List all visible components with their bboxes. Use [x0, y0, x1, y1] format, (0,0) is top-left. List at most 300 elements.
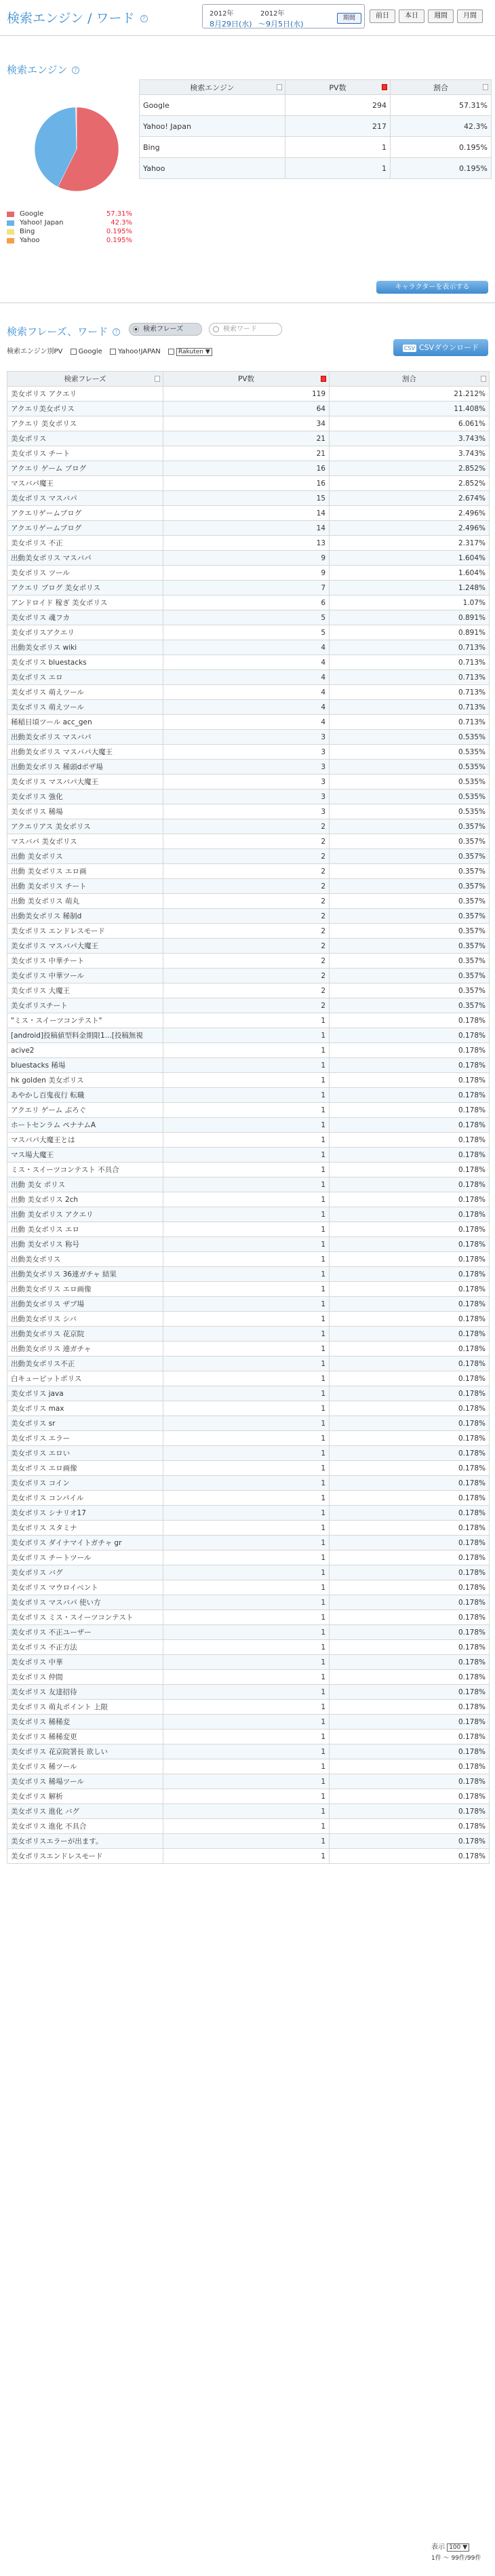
keyword-pv: 2 [163, 954, 330, 969]
keyword-table-body [7, 387, 490, 1864]
table-row [7, 1640, 490, 1655]
table-row [7, 1192, 490, 1207]
keyword-pct: 2.852% [330, 476, 490, 491]
keyword-pv: 14 [163, 521, 330, 536]
legend-swatch [7, 238, 14, 243]
keyword-pv: 1 [163, 1267, 330, 1282]
keyword-pv: 2 [163, 834, 330, 849]
keyword-phrase: 美女ポリス 稀稀変 [7, 1715, 163, 1730]
keyword-phrase: 出動美女ポリス エロ画像 [7, 1282, 163, 1297]
help-icon[interactable]: ? [113, 328, 120, 336]
keyword-pv: 1 [163, 1431, 330, 1446]
table-row [7, 864, 490, 879]
keyword-pct: 0.178% [330, 1849, 490, 1864]
table-row [7, 491, 490, 506]
table-row [7, 715, 490, 730]
keyword-phrase: 美女ポリス 中華 [7, 1655, 163, 1670]
keyword-phrase: 美女ポリスチート [7, 998, 163, 1013]
keyword-phrase: 美女ポリス 萌丸ポイント 上限 [7, 1700, 163, 1715]
keyword-pct: 1.248% [330, 581, 490, 596]
keyword-pct: 0.178% [330, 1386, 490, 1401]
table-row [7, 1521, 490, 1536]
table-row [7, 431, 490, 446]
keyword-pct: 0.178% [330, 1640, 490, 1655]
keyword-pct: 0.357% [330, 864, 490, 879]
tab-search-word[interactable]: 検索ワード [209, 323, 282, 336]
table-row [7, 1222, 490, 1237]
keyword-pct: 0.178% [330, 1804, 490, 1819]
keyword-pct: 0.713% [330, 670, 490, 685]
keyword-pct: 0.178% [330, 1163, 490, 1177]
keyword-pct: 0.178% [330, 1357, 490, 1371]
keyword-phrase: 美女ポリス 稀稀変更 [7, 1730, 163, 1744]
table-row [7, 1327, 490, 1342]
keyword-phrase: 美女ポリス エロい [7, 1446, 163, 1461]
keyword-pv: 16 [163, 461, 330, 476]
keyword-pv: 1 [163, 1655, 330, 1670]
keyword-table [7, 371, 490, 1864]
keyword-pv: 1 [163, 1118, 330, 1133]
date-range-picker[interactable] [202, 4, 365, 28]
keyword-pv: 1 [163, 1834, 330, 1849]
keyword-phrase: 美女ポリス sr [7, 1416, 163, 1431]
engine-pv: 217 [285, 116, 391, 137]
keyword-pv: 1 [163, 1565, 330, 1580]
keyword-phrase: 美女ポリス エラー [7, 1431, 163, 1446]
keyword-phrase: 美女ポリス ツール [7, 566, 163, 581]
keyword-pv: 1 [163, 1744, 330, 1759]
legend-swatch [7, 220, 14, 226]
keyword-pct: 0.178% [330, 1610, 490, 1625]
keyword-phrase: 美女ポリス エロ [7, 670, 163, 685]
keyword-pct: 0.178% [330, 1580, 490, 1595]
keyword-phrase: 美女ポリス [7, 431, 163, 446]
keyword-phrase: 美女ポリス max [7, 1401, 163, 1416]
table-header-row [140, 80, 492, 95]
keyword-pct: 0.178% [330, 1730, 490, 1744]
show-character-button[interactable]: キャラクターを表示する [376, 281, 488, 294]
table-row [7, 1580, 490, 1595]
period-button-prev-day[interactable]: 前日 [370, 9, 395, 23]
table-row [7, 969, 490, 983]
table-row [7, 849, 490, 864]
legend-item: Google 57.31% [7, 210, 132, 219]
keyword-pct: 0.178% [330, 1267, 490, 1282]
keyword-phrase: アクエリ美女ポリス [7, 402, 163, 416]
table-row [7, 1371, 490, 1386]
keyword-pct: 0.357% [330, 924, 490, 939]
table-row [7, 804, 490, 819]
keyword-pct: 0.178% [330, 1073, 490, 1088]
sort-icon[interactable] [155, 376, 160, 382]
table-row [7, 834, 490, 849]
tab-search-phrase[interactable]: 検索フレーズ [129, 323, 202, 336]
keyword-pct: 0.178% [330, 1759, 490, 1774]
engine-pct: 0.195% [391, 158, 492, 179]
help-icon[interactable]: ? [140, 15, 148, 22]
keyword-pct: 0.178% [330, 1431, 490, 1446]
keyword-pv: 13 [163, 536, 330, 551]
table-row [7, 596, 490, 610]
keyword-pv: 5 [163, 610, 330, 625]
table-row [7, 1789, 490, 1804]
table-row [7, 1655, 490, 1670]
column-header[interactable]: 検索フレーズ [7, 372, 163, 387]
keyword-phrase: マス場大魔王 [7, 1148, 163, 1163]
keyword-pct: 0.178% [330, 1670, 490, 1685]
keyword-pct: 1.07% [330, 596, 490, 610]
keyword-pct: 0.357% [330, 969, 490, 983]
period-button-today[interactable]: 本日 [399, 9, 424, 23]
column-header[interactable]: PV数 [163, 372, 330, 387]
keyword-pct: 0.357% [330, 849, 490, 864]
table-row [7, 1073, 490, 1088]
keyword-pct: 0.178% [330, 1192, 490, 1207]
divider [0, 35, 495, 36]
keyword-pct: 0.713% [330, 640, 490, 655]
keyword-pv: 1 [163, 1580, 330, 1595]
keyword-pv: 4 [163, 670, 330, 685]
keyword-pct: 0.178% [330, 1565, 490, 1580]
table-row [7, 745, 490, 760]
table-row [7, 1670, 490, 1685]
keyword-phrase: 美女ポリス バグ [7, 1565, 163, 1580]
radio-icon [133, 326, 139, 332]
keyword-pv: 5 [163, 625, 330, 640]
table-row [7, 998, 490, 1013]
keyword-pct: 0.535% [330, 789, 490, 804]
keyword-pv: 1 [163, 1028, 330, 1043]
table-row [7, 1730, 490, 1744]
page-title: 検索エンジン / ワード ? [7, 8, 148, 26]
keyword-phrase: "ミス・スイーツコンテスト" [7, 1013, 163, 1028]
keyword-pv: 1 [163, 1163, 330, 1177]
keyword-pct: 0.178% [330, 1252, 490, 1267]
table-row [7, 894, 490, 909]
keyword-pv: 4 [163, 685, 330, 700]
keyword-pv: 3 [163, 804, 330, 819]
legend-item: Bing 0.195% [7, 228, 132, 237]
keyword-pv: 1 [163, 1804, 330, 1819]
keyword-phrase: 出動美女ポリス シバ [7, 1312, 163, 1327]
keyword-phrase: 美女ポリスアクエリ [7, 625, 163, 640]
table-row [7, 461, 490, 476]
keyword-pv: 1 [163, 1685, 330, 1700]
keyword-pct: 0.178% [330, 1103, 490, 1118]
keyword-phrase: 美女ポリス コイン [7, 1476, 163, 1491]
table-row [7, 1282, 490, 1297]
keyword-pv: 119 [163, 387, 330, 402]
keyword-phrase: 出動美女ポリス wiki [7, 640, 163, 655]
keyword-phrase: 美女ポリス マスバパ 使い方 [7, 1595, 163, 1610]
keyword-pct: 0.178% [330, 1536, 490, 1550]
keyword-pv: 1 [163, 1148, 330, 1163]
date-to-year: 2012年 [260, 10, 285, 18]
keyword-pct: 1.604% [330, 566, 490, 581]
table-row [7, 655, 490, 670]
table-row [7, 1028, 490, 1043]
keyword-pv: 1 [163, 1192, 330, 1207]
keyword-pv: 3 [163, 745, 330, 760]
date-to: 〜9月5日(水) [258, 20, 304, 28]
keyword-phrase: 出動 美女ポリス [7, 849, 163, 864]
keyword-pv: 1 [163, 1506, 330, 1521]
keyword-pv: 2 [163, 819, 330, 834]
engine-table [139, 79, 492, 179]
pagination-range: 1件 〜 99件/99件 [431, 2555, 481, 2562]
keyword-phrase: 出動美女ポリス マスバパ [7, 730, 163, 745]
keyword-pct: 0.178% [330, 1312, 490, 1327]
keyword-pv: 1 [163, 1819, 330, 1834]
keyword-pct: 0.178% [330, 1401, 490, 1416]
column-header[interactable]: 割合 [391, 80, 492, 95]
keyword-pv: 3 [163, 789, 330, 804]
keyword-pv: 9 [163, 551, 330, 566]
table-row [7, 1565, 490, 1580]
keyword-phrase: 出動美女ポリス マスバパ大魔王 [7, 745, 163, 760]
keyword-pct: 0.357% [330, 834, 490, 849]
table-row [140, 158, 492, 179]
keyword-phrase: 美女ポリス java [7, 1386, 163, 1401]
keyword-pct: 0.178% [330, 1148, 490, 1163]
keyword-phrase: 出動 美女ポリス エロ [7, 1222, 163, 1237]
keyword-phrase: 出動 美女 ポリス [7, 1177, 163, 1192]
column-header[interactable]: 割合 [330, 372, 490, 387]
keyword-pct: 0.357% [330, 954, 490, 969]
keyword-pct: 0.891% [330, 610, 490, 625]
table-row [7, 670, 490, 685]
sort-icon[interactable] [321, 376, 326, 382]
table-row [7, 1163, 490, 1177]
keyword-pct: 0.178% [330, 1461, 490, 1476]
table-row [7, 1416, 490, 1431]
keyword-pv: 1 [163, 1327, 330, 1342]
keyword-pv: 21 [163, 446, 330, 461]
table-row [7, 446, 490, 461]
keyword-phrase: 出動 美女ポリス アクエリ [7, 1207, 163, 1222]
keyword-pv: 1 [163, 1312, 330, 1327]
engine-name: Yahoo! Japan [140, 116, 285, 137]
period-button-month[interactable]: 月間 [457, 9, 483, 23]
table-row [7, 1133, 490, 1148]
keyword-pct: 0.178% [330, 1700, 490, 1715]
keyword-pct: 0.357% [330, 894, 490, 909]
keyword-phrase: 美女ポリス 強化 [7, 789, 163, 804]
pie-legend [7, 210, 132, 246]
table-row [7, 700, 490, 715]
keyword-pct: 0.178% [330, 1013, 490, 1028]
keyword-pct: 6.061% [330, 416, 490, 431]
table-row [7, 476, 490, 491]
keyword-phrase: 出動美女ポリス 36連ガチャ 結果 [7, 1267, 163, 1282]
engine-section-title: 検索エンジン ? [7, 62, 79, 77]
table-row [7, 1342, 490, 1357]
keyword-pv: 6 [163, 596, 330, 610]
keyword-pv: 1 [163, 1237, 330, 1252]
checkbox-icon[interactable] [110, 349, 116, 355]
keyword-pct: 0.535% [330, 804, 490, 819]
keyword-pv: 1 [163, 1058, 330, 1073]
keyword-pct: 0.535% [330, 775, 490, 789]
table-header-row [7, 372, 490, 387]
csv-icon: CSV [403, 345, 415, 351]
table-row [140, 116, 492, 137]
keyword-phrase: ホートセンラム ペナナムA [7, 1118, 163, 1133]
table-row [7, 1550, 490, 1565]
keyword-pv: 1 [163, 1491, 330, 1506]
date-from: 8月29日(水) [210, 20, 252, 28]
keyword-phrase: hk golden 美女ポリス [7, 1073, 163, 1088]
keyword-pct: 0.535% [330, 760, 490, 775]
table-row [7, 1819, 490, 1834]
keyword-pct: 0.713% [330, 685, 490, 700]
column-header[interactable]: PV数 [285, 80, 391, 95]
keyword-phrase: 美女ポリス チート [7, 446, 163, 461]
keyword-pv: 1 [163, 1730, 330, 1744]
keyword-phrase: 美女ポリス bluestacks [7, 655, 163, 670]
keyword-pct: 0.357% [330, 939, 490, 954]
engine-select[interactable]: Rakuten ▼ [176, 348, 212, 356]
checkbox-icon[interactable] [168, 349, 174, 355]
column-header[interactable]: 検索エンジン [140, 80, 285, 95]
keyword-phrase: マスバパ 美女ポリス [7, 834, 163, 849]
sort-icon[interactable] [382, 84, 387, 90]
keyword-phrase: 出動 美女ポリス チート [7, 879, 163, 894]
per-page-select[interactable]: 100 ▼ [447, 2543, 469, 2552]
keyword-pct: 3.743% [330, 446, 490, 461]
table-row [7, 1252, 490, 1267]
keyword-phrase: アクエリゲームブログ [7, 506, 163, 521]
keyword-phrase: アクエリ 美女ポリス [7, 416, 163, 431]
keyword-pct: 0.178% [330, 1774, 490, 1789]
keyword-pv: 34 [163, 416, 330, 431]
keyword-pv: 1 [163, 1371, 330, 1386]
legend-item: Yahoo! Japan 42.3% [7, 219, 132, 228]
keyword-pct: 0.178% [330, 1282, 490, 1297]
keyword-phrase: アンドロイド 稼ぎ 美女ポリス [7, 596, 163, 610]
keyword-phrase: 出動美女ポリス マスバパ [7, 551, 163, 566]
keyword-section-title: 検索フレーズ、ワード ? [7, 324, 120, 338]
help-icon[interactable]: ? [72, 66, 79, 74]
keyword-phrase: 美女ポリス マスバパ大魔王 [7, 775, 163, 789]
keyword-pv: 2 [163, 969, 330, 983]
table-row [7, 625, 490, 640]
keyword-pct: 0.178% [330, 1043, 490, 1058]
keyword-phrase: アクエリアス 美女ポリス [7, 819, 163, 834]
keyword-phrase: ミス・スイーツコンテスト 不具合 [7, 1163, 163, 1177]
table-row [7, 879, 490, 894]
keyword-pv: 14 [163, 506, 330, 521]
keyword-phrase: 出動美女ポリス [7, 1252, 163, 1267]
keyword-pct: 0.178% [330, 1819, 490, 1834]
per-page-control: 表示 100 ▼ [431, 2541, 469, 2552]
keyword-pct: 0.178% [330, 1177, 490, 1192]
keyword-phrase: 出動美女ポリス 連ガチャ [7, 1342, 163, 1357]
keyword-pv: 3 [163, 775, 330, 789]
keyword-pv: 1 [163, 1774, 330, 1789]
keyword-phrase: 美女ポリス 稀場ツール [7, 1774, 163, 1789]
calendar-button[interactable]: 期間 [337, 13, 361, 24]
filter-google[interactable]: Google [71, 348, 102, 355]
keyword-pv: 4 [163, 715, 330, 730]
table-row [7, 1177, 490, 1192]
keyword-pct: 2.496% [330, 506, 490, 521]
table-row [7, 402, 490, 416]
keyword-pv: 1 [163, 1640, 330, 1655]
keyword-pct: 0.178% [330, 1416, 490, 1431]
keyword-phrase: 美女ポリス マスバパ大魔王 [7, 939, 163, 954]
keyword-pct: 11.408% [330, 402, 490, 416]
keyword-phrase: 出動美女ポリス 稀制d [7, 909, 163, 924]
period-button-week[interactable]: 週間 [428, 9, 454, 23]
keyword-pct: 0.178% [330, 1715, 490, 1730]
keyword-pv: 1 [163, 1789, 330, 1804]
keyword-phrase: 美女ポリス 進化 バグ [7, 1804, 163, 1819]
filter-yahoo-japan[interactable]: Yahoo!JAPAN [110, 348, 161, 355]
table-row [7, 1804, 490, 1819]
keyword-pct: 0.178% [330, 1595, 490, 1610]
table-row [7, 1700, 490, 1715]
table-row [7, 1118, 490, 1133]
table-row [7, 1357, 490, 1371]
keyword-pv: 2 [163, 894, 330, 909]
sort-icon[interactable] [483, 84, 488, 90]
keyword-pv: 2 [163, 924, 330, 939]
keyword-phrase: 美女ポリス 稀場 [7, 804, 163, 819]
table-row [7, 1446, 490, 1461]
table-row [7, 789, 490, 804]
keyword-phrase: 出動美女ポリス 稀頭dポザ場 [7, 760, 163, 775]
keyword-pct: 0.713% [330, 715, 490, 730]
keyword-pct: 2.674% [330, 491, 490, 506]
keyword-pct: 0.178% [330, 1207, 490, 1222]
keyword-pv: 1 [163, 1461, 330, 1476]
csv-download-button[interactable]: CSV CSVダウンロード [393, 339, 488, 356]
keyword-phrase: 出動 美女ポリス エロ画 [7, 864, 163, 879]
table-row [7, 640, 490, 655]
keyword-pv: 7 [163, 581, 330, 596]
sort-icon[interactable] [481, 376, 486, 382]
keyword-phrase: 美女ポリス 解析 [7, 1789, 163, 1804]
keyword-phrase: 出動 美女ポリス 2ch [7, 1192, 163, 1207]
checkbox-icon[interactable] [71, 349, 77, 355]
table-row [7, 1297, 490, 1312]
table-row [7, 1148, 490, 1163]
keyword-phrase: 美女ポリス スタミナ [7, 1521, 163, 1536]
keyword-pct: 0.357% [330, 998, 490, 1013]
legend-swatch [7, 229, 14, 235]
table-row [140, 95, 492, 116]
keyword-pct: 0.178% [330, 1744, 490, 1759]
keyword-pv: 2 [163, 998, 330, 1013]
keyword-pv: 16 [163, 476, 330, 491]
keyword-phrase: マスバパ大魔王とは [7, 1133, 163, 1148]
keyword-phrase: アクエリ ゲーム ぶろぐ [7, 1103, 163, 1118]
legend-item: Yahoo 0.195% [7, 237, 132, 246]
engine-pct: 42.3% [391, 116, 492, 137]
keyword-pct: 0.178% [330, 1088, 490, 1103]
keyword-phrase: 稀稲日頃ツール acc_gen [7, 715, 163, 730]
keyword-pv: 1 [163, 1476, 330, 1491]
keyword-pct: 0.178% [330, 1237, 490, 1252]
table-row [7, 1536, 490, 1550]
keyword-pv: 1 [163, 1536, 330, 1550]
sort-icon[interactable] [277, 84, 282, 90]
keyword-pv: 21 [163, 431, 330, 446]
keyword-pv: 1 [163, 1715, 330, 1730]
table-row [7, 1431, 490, 1446]
table-row [7, 506, 490, 521]
